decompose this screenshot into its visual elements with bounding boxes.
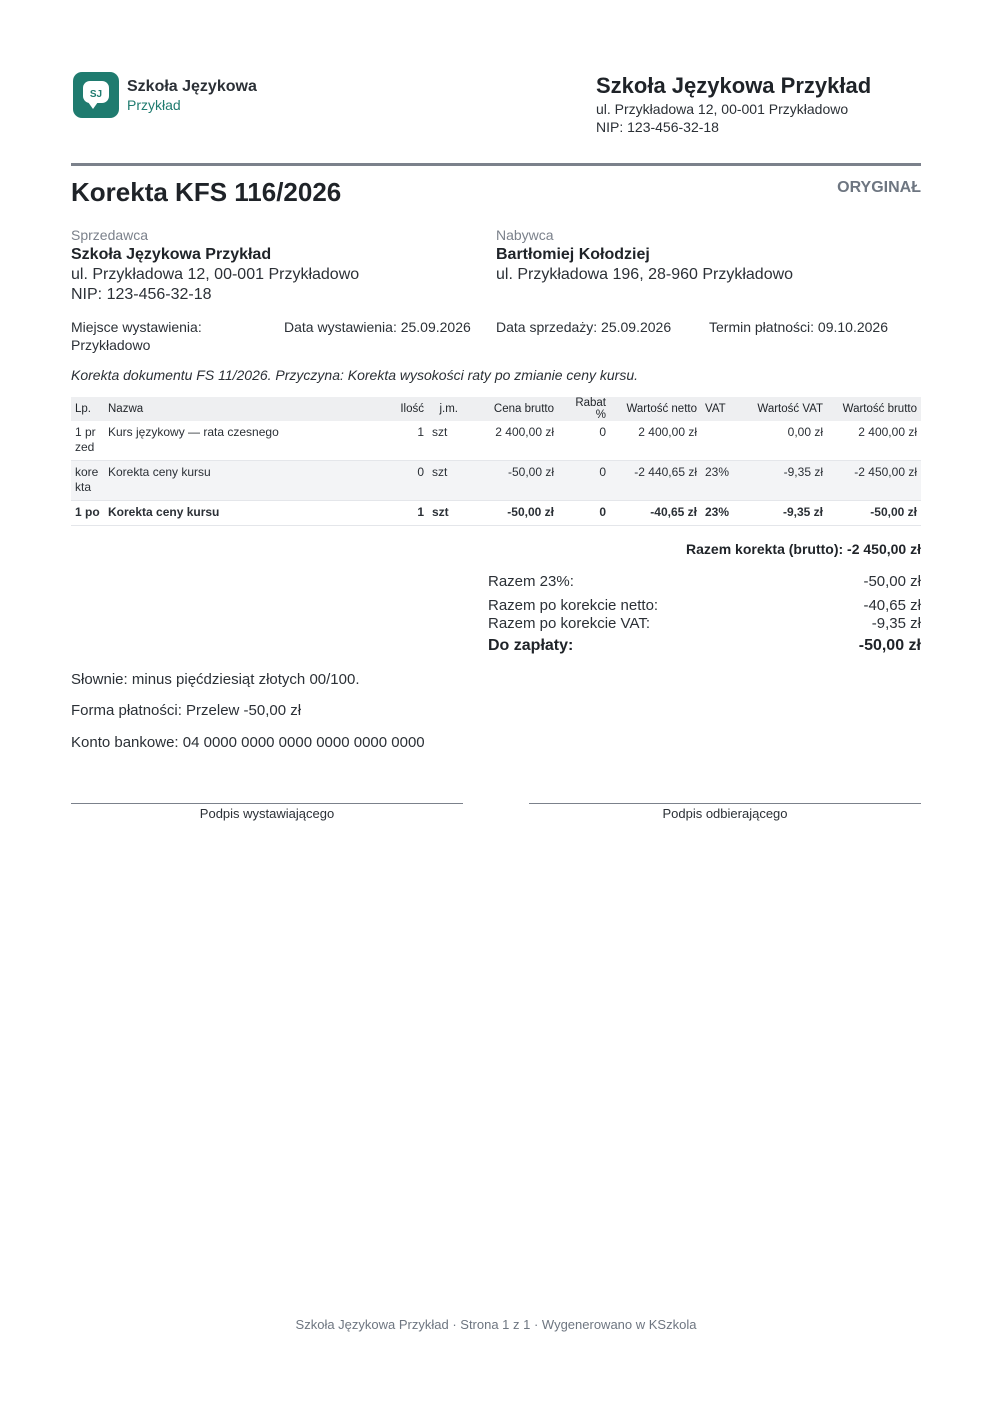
row-name: Korekta ceny kursu — [104, 461, 370, 501]
row-qty: 0 — [370, 461, 428, 501]
amount-due-label: Do zapłaty: — [488, 637, 574, 654]
company-header — [596, 72, 871, 136]
buyer-block — [496, 226, 793, 285]
table-row — [71, 461, 921, 501]
column-header: j.m. — [428, 397, 462, 421]
company-nip: NIP: 123-456-32-18 — [596, 119, 719, 135]
column-header: Wartość brutto — [827, 397, 921, 421]
row-vat — [701, 421, 742, 461]
sale-date: Data sprzedaży: 25.09.2026 — [496, 319, 672, 335]
buyer-label: Nabywca — [496, 227, 554, 243]
net-after-value: -40,65 zł — [863, 597, 921, 614]
seller-label: Sprzedawca — [71, 227, 149, 243]
logo-initials: SJ — [89, 89, 103, 100]
row-net: 2 400,00 zł — [610, 421, 701, 461]
school-logo — [73, 72, 257, 118]
buyer-name: Bartłomiej Kołodziej — [496, 246, 650, 263]
row-price: -50,00 zł — [462, 501, 558, 526]
logo-name: Szkoła Językowa — [127, 77, 257, 95]
row-qty: 1 — [370, 501, 428, 526]
seller-nip: NIP: 123-456-32-18 — [71, 286, 212, 303]
vat-after-value: -9,35 zł — [871, 615, 921, 632]
seller-block — [71, 226, 359, 305]
column-header: VAT — [701, 397, 742, 421]
row-vat-value: -9,35 zł — [742, 461, 827, 501]
copy-label: ORYGINAŁ — [837, 179, 921, 196]
company-address: ul. Przykładowa 12, 00-001 Przykładowo — [596, 101, 849, 117]
vat-after-label: Razem po korekcie VAT: — [488, 615, 651, 632]
correction-note: Korekta dokumentu FS 11/2026. Przyczyna: Korekta wysokości raty po zmianie ceny kursu. — [71, 367, 638, 383]
row-discount: 0 — [558, 501, 610, 526]
row-unit: szt — [428, 501, 462, 526]
amount-in-words: Słownie: minus pięćdziesiąt złotych 00/100. — [71, 671, 360, 688]
document-title: Korekta KFS 116/2026 — [71, 177, 342, 207]
row-net: -2 440,65 zł — [610, 461, 701, 501]
row-qty: 1 — [370, 421, 428, 461]
amount-due-value: -50,00 zł — [858, 637, 921, 654]
row-price: 2 400,00 zł — [462, 421, 558, 461]
row-gross: -2 450,00 zł — [827, 461, 921, 501]
column-header: Nazwa — [104, 397, 370, 421]
table-header-row — [71, 397, 921, 421]
row-vat-value: 0,00 zł — [742, 421, 827, 461]
row-unit: szt — [428, 421, 462, 461]
row-vat: 23% — [701, 461, 742, 501]
row-lp: korekta — [71, 461, 104, 501]
column-header: Wartość VAT — [742, 397, 827, 421]
row-unit: szt — [428, 461, 462, 501]
column-header: Ilość — [370, 397, 428, 421]
row-price: -50,00 zł — [462, 461, 558, 501]
column-header: Cena brutto — [462, 397, 558, 421]
row-lp: 1 po — [71, 501, 104, 526]
column-header: Lp. — [71, 397, 104, 421]
logo-subtitle: Przykład — [127, 96, 181, 113]
row-net: -40,65 zł — [610, 501, 701, 526]
row-gross: 2 400,00 zł — [827, 421, 921, 461]
row-vat-value: -9,35 zł — [742, 501, 827, 526]
row-discount: 0 — [558, 421, 610, 461]
issuer-signature: Podpis wystawiającego — [71, 803, 463, 821]
row-name: Kurs językowy — rata czesnego — [104, 421, 370, 461]
vat23-value: -50,00 zł — [863, 573, 921, 590]
net-after-label: Razem po korekcie netto: — [488, 597, 659, 614]
table-row — [71, 501, 921, 526]
seller-address: ul. Przykładowa 12, 00-001 Przykładowo — [71, 266, 360, 283]
row-lp: 1 przed — [71, 421, 104, 461]
invoice-page — [71, 0, 921, 1403]
row-name: Korekta ceny kursu — [104, 501, 370, 526]
column-header: Wartość netto — [610, 397, 701, 421]
bank-account: Konto bankowe: 04 0000 0000 0000 0000 0000 0000 — [71, 734, 425, 751]
row-vat: 23% — [701, 501, 742, 526]
payment-method: Forma płatności: Przelew -50,00 zł — [71, 702, 302, 719]
company-name: Szkoła Językowa Przykład — [596, 73, 872, 98]
buyer-address: ul. Przykładowa 196, 28-960 Przykładowo — [496, 266, 794, 283]
issue-place: Miejsce wystawienia: Przykładowo — [71, 319, 202, 353]
due-date: Termin płatności: 09.10.2026 — [709, 319, 888, 335]
header-divider — [71, 163, 921, 166]
issue-date: Data wystawienia: 25.09.2026 — [284, 319, 471, 335]
row-discount: 0 — [558, 461, 610, 501]
chat-bubble-logo-icon — [73, 72, 119, 118]
table-row — [71, 421, 921, 461]
vat23-label: Razem 23%: — [488, 573, 574, 590]
row-gross: -50,00 zł — [827, 501, 921, 526]
seller-name: Szkoła Językowa Przykład — [71, 246, 272, 263]
column-header: Rabat % — [558, 397, 610, 421]
items-table — [71, 397, 921, 526]
correction-total: Razem korekta (brutto): -2 450,00 zł — [686, 541, 921, 557]
page-footer: Szkoła Językowa Przykład · Strona 1 z 1 · Wygenerowano w KSzkola — [295, 1317, 697, 1332]
receiver-signature: Podpis odbierającego — [529, 803, 921, 821]
